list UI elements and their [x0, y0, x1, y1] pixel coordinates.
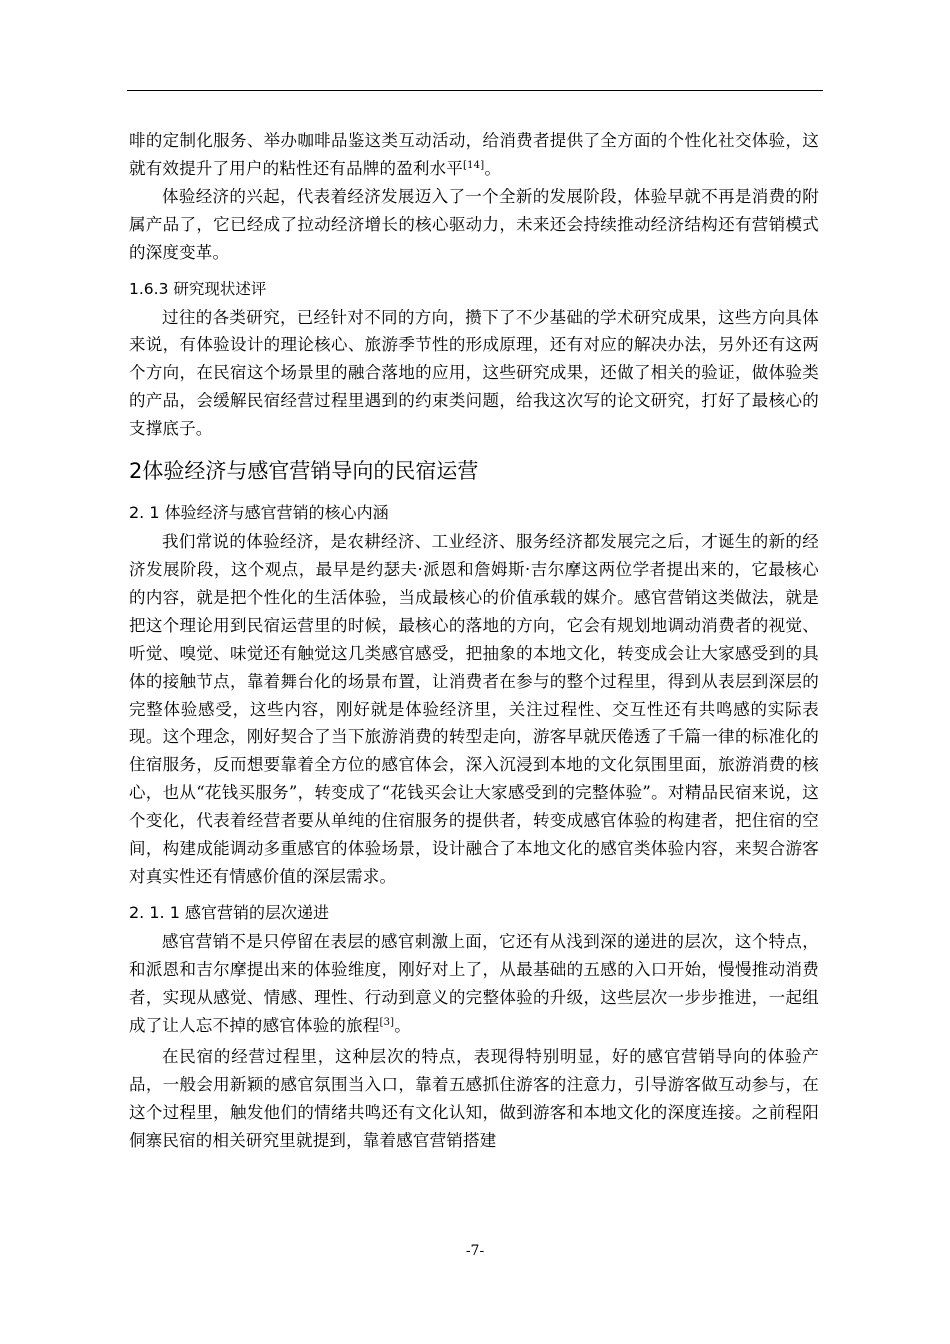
- paragraph-continuation: [129, 127, 819, 183]
- paragraph-sensory-layers-end: 。: [394, 1015, 411, 1035]
- paragraph-core-connotation: 我们常说的体验经济，是农耕经济、工业经济、服务经济都发展完之后，才诞生的新的经济发展阶段，这个观点，最早是约瑟夫·派恩和詹姆斯·吉尔摩这两位学者提出来的，它最核心的内容，就是把个性化的生活体验，当成最核心的价值承载的媒介。感官营销这类做法，就是把这个理论用到民宿运营里的时候，最核心的落地的方向，它会有规划地调动消费者的视觉、听觉、嗅觉、味觉还有触觉这几类感官感受，把抽象的本地文化，转变成会让大家感受到的具体的接触节点，靠着舞台化的场景布置，让消费者在参与的整个过程里，得到从表层到深层的完整体验感受，这些内容，刚好就是体验经济里，关注过程性、交互性还有共鸣感的实际表现。这个理念，刚好契合了当下旅游消费的转型走向，游客早就厌倦透了千篇一律的标准化的住宿服务，反而想要靠着全方位的感官体会，深入沉浸到本地的文化氛围里面，旅游消费的核心，也从“花钱买服务”，转变成了“花钱买会让大家感受到的完整体验”。对精品民宿来说，这个变化，代表着经营者要从单纯的住宿服务的提供者，转变成感官体验的构建者，把住宿的空间，构建成能调动多重感官的体验场景，设计融合了本地文化的感官类体验内容，来契合游客对真实性还有情感价值的深层需求。: [129, 532, 819, 886]
- paragraph-homestay-practice: 在民宿的经营过程里，这种层次的特点，表现得特别明显，好的感官营销导向的体验产品，一般会用新颖的感官氛围当入口，靠着五感抓住游客的注意力，引导游客做互动参与，在这个过程里，触发他们的情绪共鸣还有文化认知，做到游客和本地文化的深度连接。之前程阳侗寨民宿的相关研究里就提到，靠着感官营销搭建: [129, 1047, 819, 1151]
- citation-ref-14: [14]: [463, 159, 485, 171]
- page-content: [129, 127, 819, 1155]
- paragraph-continuation-end: 。: [484, 158, 502, 178]
- paragraph-sensory-layers: [129, 928, 819, 1040]
- page-number: -7-: [465, 1243, 485, 1259]
- heading-2-1-1: 2. 1. 1 感官营销的层次递进: [129, 902, 329, 922]
- paragraph-continuation-text: 啡的定制化服务、举办咖啡品鉴这类互动活动，给消费者提供了全方面的个性化社交体验，这就有效提升了用户的粘性还有品牌的盈利水平: [129, 131, 819, 178]
- header-rule: [127, 90, 823, 91]
- paragraph-sensory-layers-text: 感官营销不是只停留在表层的感官刺激上面，它还有从浅到深的递进的层次，这个特点，和派恩和吉尔摩提出来的体验维度，刚好对上了，从最基础的五感的入口开始，慢慢推动消费者，实现从感觉、情感、理性、行动到意义的完整体验的升级，这些层次一步步推进，一起组成了让人忘不掉的感官体验的旅程: [129, 931, 819, 1035]
- chapter-2-heading: 2体验经济与感官营销导向的民宿运营: [129, 459, 479, 484]
- paragraph-experience-rise: 体验经济的兴起，代表着经济发展迈入了一个全新的发展阶段，体验早就不再是消费的附属产品了，它已经成了拉动经济增长的核心驱动力，未来还会持续推动经济结构还有营销模式的深度变革。: [129, 186, 819, 262]
- citation-ref-3: [3]: [379, 1016, 395, 1028]
- heading-2-1: 2. 1 体验经济与感官营销的核心内涵: [129, 503, 389, 523]
- heading-1-6-3: 1.6.3 研究现状述评: [129, 279, 267, 298]
- paragraph-research-review: 过往的各类研究，已经针对不同的方向，攒下了不少基础的学术研究成果，这些方向具体来说，有体验设计的理论核心、旅游季节性的形成原理，还有对应的解决办法，另外还有这两个方向，在民宿这个场景里的融合落地的应用，这些研究成果，还做了相关的验证，做体验类的产品，会缓解民宿经营过程里遇到的约束类问题，给我这次写的论文研究，打好了最核心的支撑底子。: [129, 307, 819, 439]
